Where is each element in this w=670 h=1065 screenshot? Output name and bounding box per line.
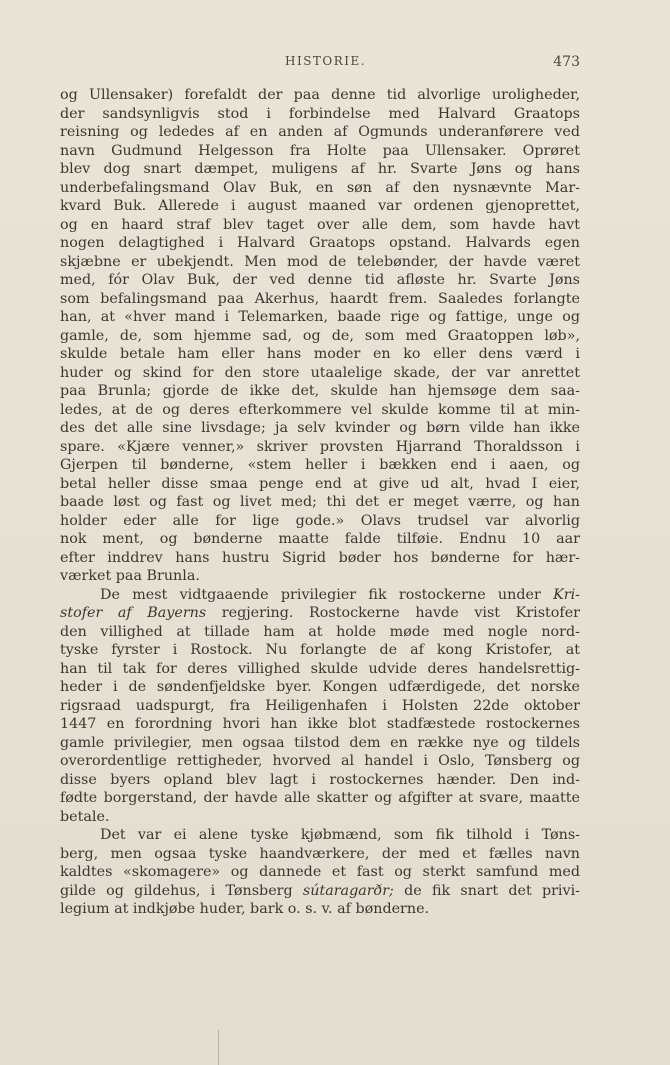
gutter-line xyxy=(218,1030,219,1065)
text-segment: De mest vidtgaaende privilegier fik rostockerne under xyxy=(100,586,554,603)
text-segment: de fik snart det privi- xyxy=(393,882,580,899)
text-segment: regjering. Rostockerne havde vist Kristofer xyxy=(206,605,580,621)
text-line: berg, men ogsaa tyske haandværkere, der med et fælles navn xyxy=(60,845,580,862)
text-line: som befalingsmand paa Akerhus, haardt frem. Saaledes forlangte xyxy=(60,290,580,307)
text-segment: gilde og gildehus, i Tønsberg xyxy=(60,882,303,899)
text-line: Gjerpen til bønderne, «stem heller i bækken end i aaen, og xyxy=(60,457,580,473)
text-line: og en haard straf blev taget over alle dem, som havde havt xyxy=(60,216,580,233)
text-line: skulde betale ham eller hans moder en ko eller dens værd i xyxy=(60,346,580,362)
text-line: kaldtes «skomagere» og dannede et fast og sterkt samfund med xyxy=(60,864,580,880)
text-line: baade løst og fast og livet med; thi det er meget værre, og han xyxy=(60,494,580,510)
text-line: han til tak for deres villighed skulde udvide deres handelsrettig- xyxy=(60,660,580,677)
text-line: holder eder alle for lige gode.» Olavs trudsel var alvorlig xyxy=(60,512,580,529)
text-line: 1447 en forordning hvori han ikke blot stadfæstede rostockernes xyxy=(60,716,580,732)
running-head: HISTORIE. xyxy=(285,54,367,68)
text-line: kvard Buk. Allerede i august maaned var ordenen gjenoprettet, xyxy=(60,198,580,214)
text-line xyxy=(60,604,580,623)
page-header xyxy=(60,54,580,72)
text-line: og Ullensaker) forefaldt der paa denne tid alvorlige uroligheder, xyxy=(60,87,580,103)
text-line: heder i de søndenfjeldske byer. Kongen udfærdigede, det norske xyxy=(60,679,580,695)
text-line: efter inddrev hans hustru Sigrid bøder hos bønderne for hær- xyxy=(60,549,580,566)
text-line: disse byers opland blev lagt i rostockernes hænder. Den ind- xyxy=(60,771,580,788)
text-line: navn Gudmund Helgesson fra Holte paa Ullensaker. Oprøret xyxy=(60,142,580,159)
text-line: rigsraad uadspurgt, fra Heiligenhafen i Holsten 22de oktober xyxy=(60,697,580,714)
text-line: skjæbne er ubekjendt. Men mod de telebønder, der havde været xyxy=(60,253,580,270)
text-line: paa Brunla; gjorde de ikke det, skulde han hjemsøge dem saa- xyxy=(60,383,580,399)
text-line: huder og skind for den store utaalelige skade, der var anrettet xyxy=(60,364,580,381)
text-line xyxy=(60,586,580,605)
text-line: tyske fyrster i Rostock. Nu forlangte de af kong Kristofer, at xyxy=(60,642,580,658)
text-line: spare. «Kjære venner,» skriver provsten Hjarrand Thoraldsson i xyxy=(60,438,580,455)
text-line: blev dog snart dæmpet, muligens af hr. Svarte Jøns og hans xyxy=(60,161,580,177)
text-line: underbefalingsmand Olav Buk, en søn af den nysnævnte Mar- xyxy=(60,179,580,196)
italic-name: stofer af Bayerns xyxy=(60,605,207,621)
page-number: 473 xyxy=(553,54,580,70)
text-line: ledes, at de og deres efterkommere vel skulde komme til at min- xyxy=(60,401,580,418)
text-line: han, at «hver mand i Telemarken, baade rige og fattige, unge og xyxy=(60,309,580,325)
text-line: reisning og lededes af en anden af Ogmunds underanførere ved xyxy=(60,124,580,140)
text-line: gamle privilegier, men ogsaa tilstod dem en række nye og tildels xyxy=(60,734,580,751)
text-line: der sandsynligvis stod i forbindelse med Halvard Graatops xyxy=(60,105,580,122)
text-line: værket paa Brunla. xyxy=(60,568,200,584)
text-line xyxy=(60,882,580,901)
text-line: fødte borgerstand, der havde alle skatter og afgifter at svare, maatte xyxy=(60,790,580,806)
text-line: des det alle sine livsdage; ja selv kvinder og børn vilde han ikke xyxy=(60,420,580,436)
body-text xyxy=(60,86,580,919)
text-line: betale. xyxy=(60,808,110,825)
text-line: nok ment, og bønderne maatte falde tilføie. Endnu 10 aar xyxy=(60,531,580,547)
text-line: gamle, de, som hjemme sad, og de, som med Graatoppen løb», xyxy=(60,327,580,344)
italic-name: Kri- xyxy=(553,586,580,603)
text-line: med, fór Olav Buk, der ved denne tid afløste hr. Svarte Jøns xyxy=(60,272,580,288)
text-line: legium at indkjøbe huder, bark o. s. v. af bønderne. xyxy=(60,901,430,917)
text-line: nogen delagtighed i Halvard Graatops opstand. Halvards egen xyxy=(60,235,580,251)
text-line: Det var ei alene tyske kjøbmænd, som fik tilhold i Tøns- xyxy=(100,827,580,843)
text-line: den villighed at tillade ham at holde møde med nogle nord- xyxy=(60,623,580,640)
text-line: betal heller disse smaa penge end at give ud alt, hvad I eier, xyxy=(60,475,580,492)
italic-term: sútaragarðr; xyxy=(302,882,394,899)
text-line: overordentlige rettigheder, hvorved al handel i Oslo, Tønsberg og xyxy=(60,753,580,769)
